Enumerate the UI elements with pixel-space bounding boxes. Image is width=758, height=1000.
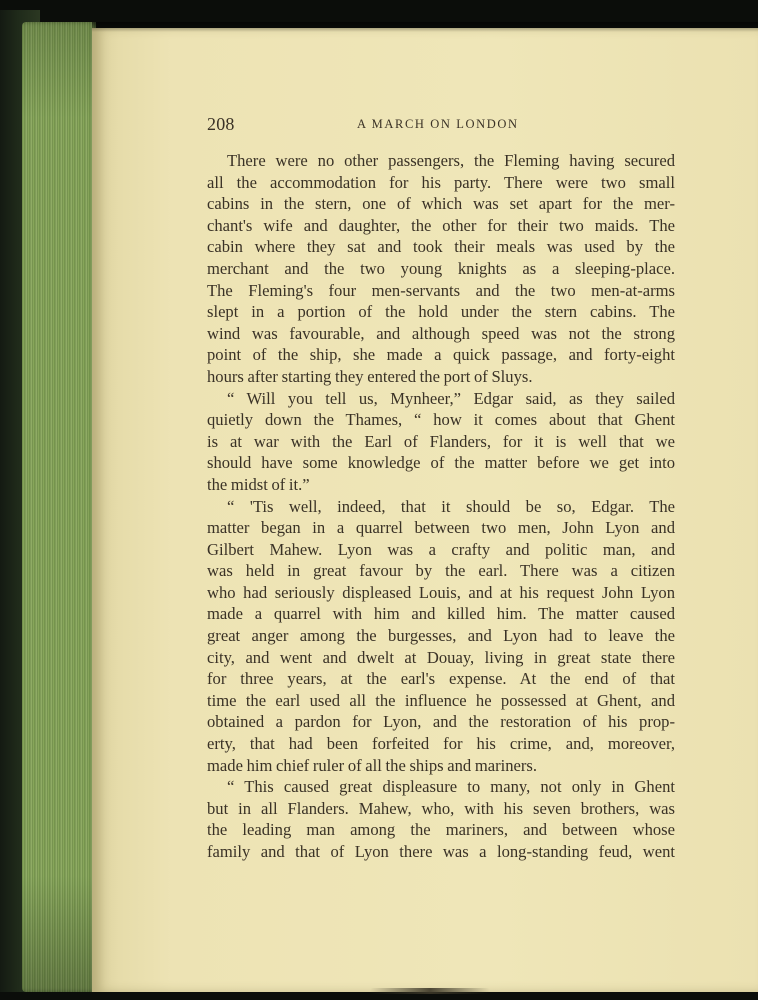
text-line: matter began in a quarrel between two men, John Lyon and: [207, 518, 675, 538]
text-line: quietly down the Thames, “ how it comes about that Ghent: [207, 410, 675, 430]
text-line: the leading man among the mariners, and between whose: [207, 820, 675, 840]
text-line: should have some knowledge of the matter before we get into: [207, 453, 675, 473]
text-line: point of the ship, she made a quick passage, and forty-eight: [207, 345, 675, 365]
text-line: was held in great favour by the earl. There was a citizen: [207, 561, 675, 581]
page-number: 208: [207, 114, 235, 134]
text-line: “ 'Tis well, indeed, that it should be so, Edgar. The: [227, 496, 675, 516]
text-line: hours after starting they entered the port of Sluys.: [207, 366, 533, 386]
text-line: cabins in the stern, one of which was set apart for the mer-: [207, 194, 675, 214]
text-line: erty, that had been forfeited for his crime, and, moreover,: [207, 734, 675, 754]
text-line: obtained a pardon for Lyon, and the restoration of his prop-: [207, 712, 675, 732]
text-line: family and that of Lyon there was a long-standing feud, went: [207, 842, 675, 861]
text-line: “ Will you tell us, Mynheer,” Edgar said, as they sailed: [227, 388, 675, 408]
text-line: made a quarrel with him and killed him. The matter caused: [207, 604, 675, 624]
text-line: great anger among the burgesses, and Lyon had to leave the: [207, 626, 675, 646]
text-line: the midst of it.”: [207, 474, 310, 494]
text-line: The Fleming's four men-servants and the two men-at-arms: [207, 280, 675, 300]
running-head: [207, 114, 675, 136]
text-line: chant's wife and daughter, the other for their two maids. The: [207, 215, 675, 235]
running-title: A MARCH ON LONDON: [357, 117, 519, 131]
text-line: city, and went and dwelt at Douay, living in great state there: [207, 647, 675, 667]
text-line: “ This caused great displeasure to many, not only in Ghent: [227, 777, 675, 797]
text-line: for three years, at the earl's expense. At the end of that: [207, 669, 675, 689]
text-line: made him chief ruler of all the ships and mariners.: [207, 755, 538, 775]
text-line: is at war with the Earl of Flanders, for it is well that we: [207, 431, 675, 451]
page-edges-shadow: [22, 22, 96, 992]
text-line: all the accommodation for his party. There were two small: [207, 172, 675, 192]
text-line: slept in a portion of the hold under the stern cabins. The: [207, 302, 675, 322]
body-text: [207, 150, 675, 863]
text-line: who had seriously displeased Louis, and at his request John Lyon: [207, 582, 675, 602]
text-line: cabin where they sat and took their meals was used by the: [207, 237, 675, 257]
text-line: but in all Flanders. Mahew, who, with his seven brothers, was: [207, 798, 675, 818]
text-line: wind was favourable, and although speed was not the strong: [207, 323, 675, 343]
bottom-smudge: [370, 988, 490, 994]
text-line: merchant and the two young knights as a sleeping-place.: [207, 258, 675, 278]
text-line: time the earl used all the influence he possessed at Ghent, and: [207, 690, 675, 710]
text-line: There were no other passengers, the Fleming having secured: [227, 151, 675, 170]
text-line: Gilbert Mahew. Lyon was a crafty and politic man, and: [207, 539, 675, 559]
page-top-shadow: [92, 22, 758, 32]
